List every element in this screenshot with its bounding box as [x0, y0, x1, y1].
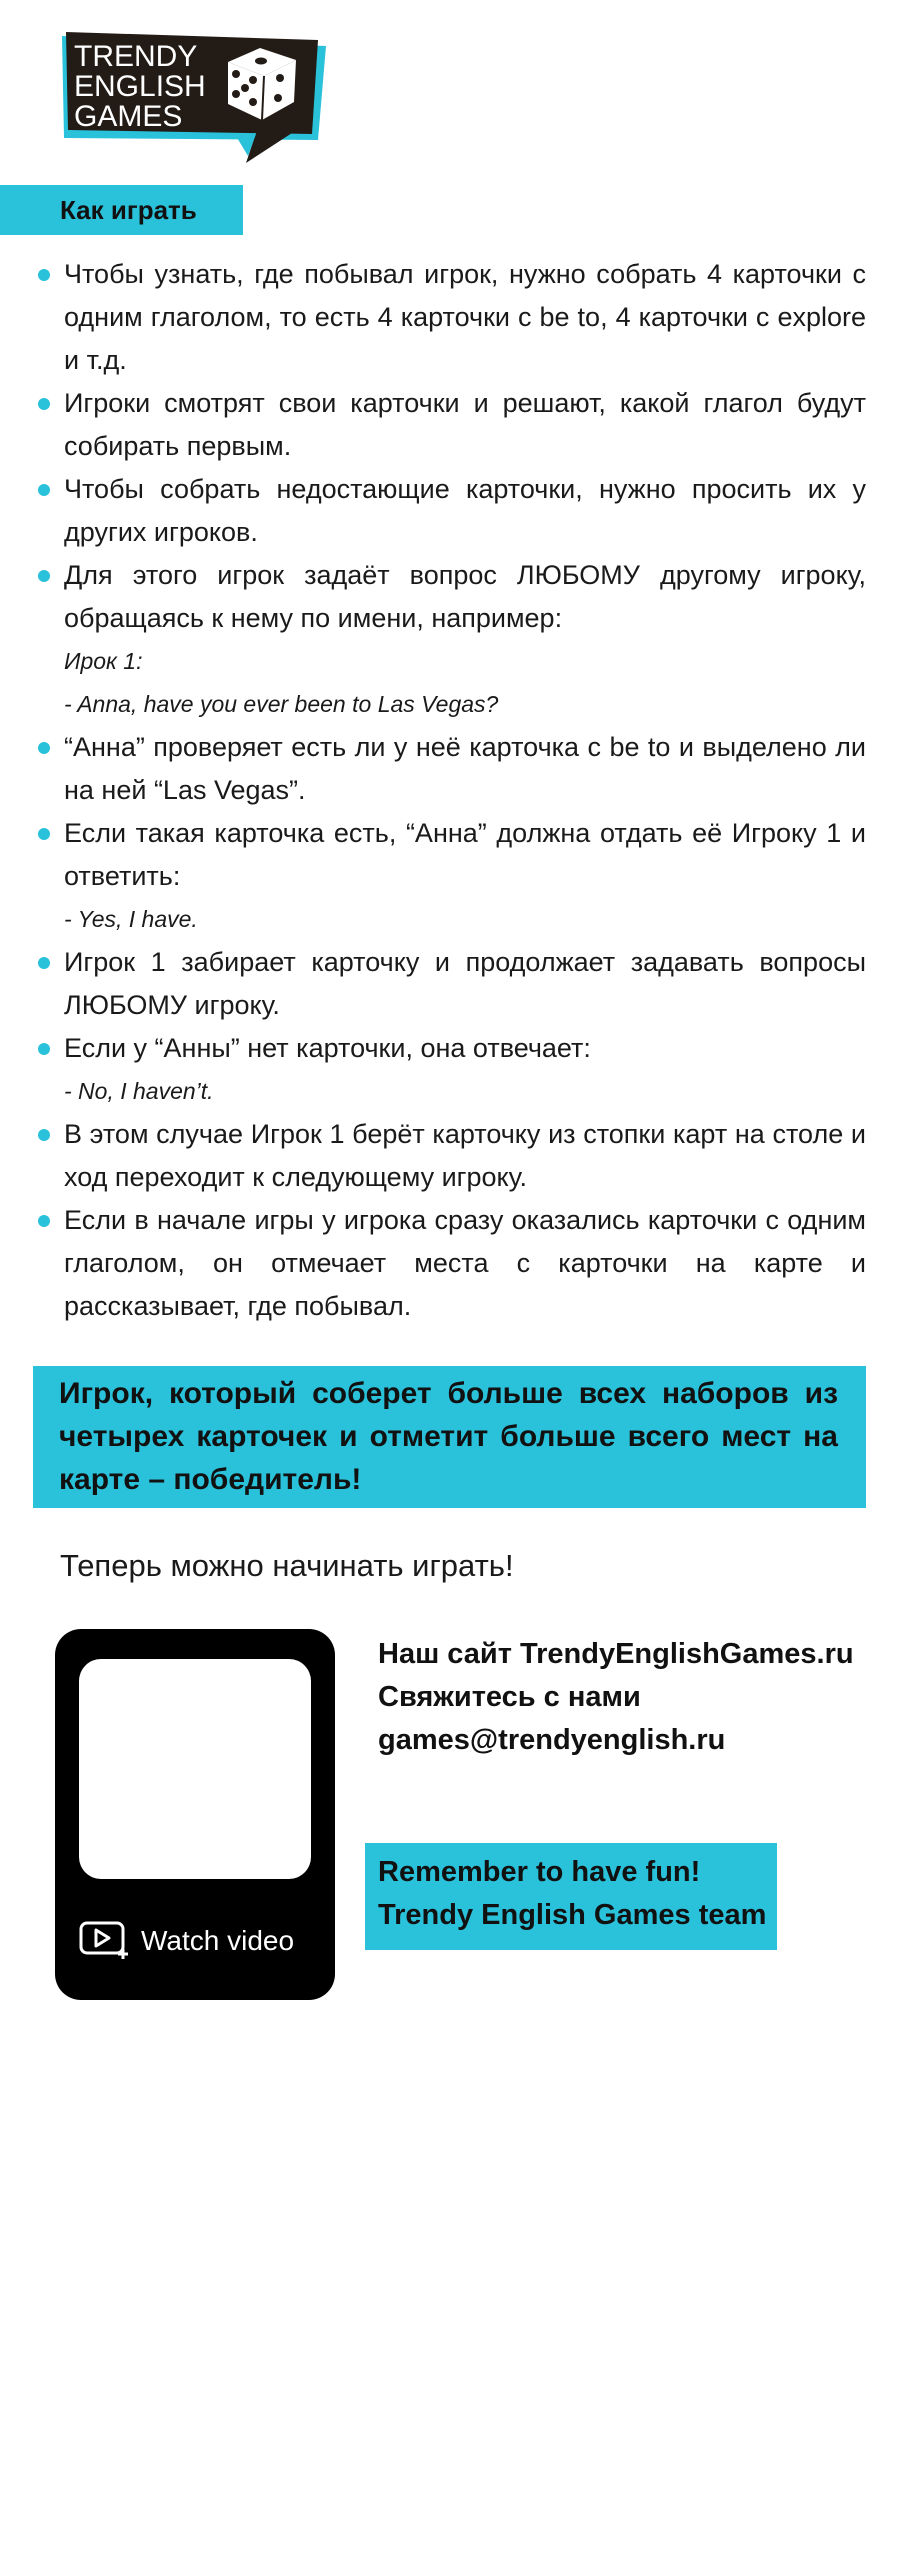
section-title: Как играть	[0, 185, 243, 235]
rule-item: Для этого игрок задаёт вопрос ЛЮБОМУ другому игроку, обращаясь к нему по имени, например:	[36, 554, 866, 640]
rule-item: Чтобы собрать недостающие карточки, нужно просить их у других игроков.	[36, 468, 866, 554]
rule-item: Если такая карточка есть, “Анна” должна отдать её Игроку 1 и ответить:	[36, 812, 866, 898]
rule-item: Если в начале игры у игрока сразу оказались карточки с одним глаголом, он отмечает места с карточки на карте и рассказывает, где побывал.	[36, 1199, 866, 1328]
watch-video-button[interactable]	[79, 1921, 294, 1961]
watch-video-label: Watch video	[141, 1925, 295, 1956]
site-link[interactable]: Наш сайт TrendyEnglishGames.ru	[378, 1638, 854, 1670]
rules-list	[36, 253, 866, 1328]
rule-item: “Анна” проверяет есть ли у неё карточка с be to и выделено ли на ней “Las Vegas”.	[36, 726, 866, 812]
brand-line-3: GAMES	[74, 100, 183, 133]
brand-logo	[56, 30, 326, 165]
contacts-block	[378, 1633, 854, 1762]
contact-label: Свяжитесь с нами	[378, 1681, 641, 1713]
start-text: Теперь можно начинать играть!	[60, 1548, 514, 1583]
rule-item: Игроки смотрят свои карточки и решают, какой глагол будут собирать первым.	[36, 382, 866, 468]
rule-item: Если у “Анны” нет карточки, она отвечает:	[36, 1027, 866, 1070]
brand-line-2: ENGLISH	[74, 70, 206, 103]
video-card[interactable]	[55, 1629, 335, 2000]
rule-item: Игрок 1 забирает карточку и продолжает задавать вопросы ЛЮБОМУ игроку.	[36, 941, 866, 1027]
rule-example: Ирок 1:	[64, 648, 143, 674]
brand-line-1: TRENDY	[74, 40, 198, 73]
rule-example: - Yes, I have.	[64, 906, 198, 932]
fun-line-2: Trendy English Games team	[378, 1899, 767, 1931]
rule-example: - No, I haven’t.	[64, 1078, 214, 1104]
rule-item: В этом случае Игрок 1 берёт карточку из стопки карт на столе и ход переходит к следующему игроку.	[36, 1113, 866, 1199]
rule-item: Чтобы узнать, где побывал игрок, нужно собрать 4 карточки с одним глаголом, то есть 4 карточки с be to, 4 карточки с explore и т.д.	[36, 253, 866, 382]
video-thumbnail[interactable]	[79, 1659, 311, 1879]
play-video-icon	[79, 1921, 131, 1961]
winner-banner: Игрок, который соберет больше всех наборов из четырех карточек и отметит больше всего мест на карте – победитель!	[33, 1366, 866, 1508]
rule-example: - Anna, have you ever been to Las Vegas?	[64, 691, 499, 717]
email-link[interactable]: games@trendyenglish.ru	[378, 1724, 726, 1756]
fun-banner	[365, 1843, 777, 1950]
fun-line-1: Remember to have fun!	[378, 1856, 701, 1888]
